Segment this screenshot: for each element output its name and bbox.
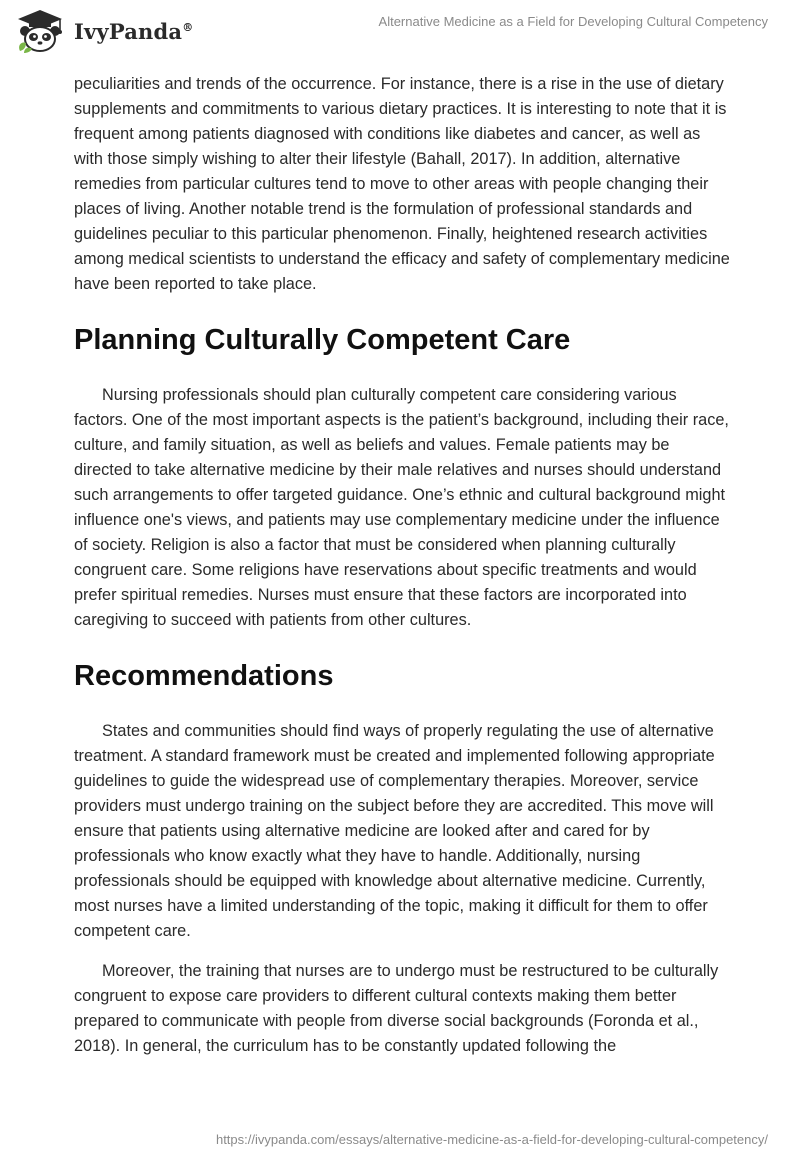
recommendations-paragraph-2: Moreover, the training that nurses are to undergo must be restructured to be culturally congruent to expose care providers to different cultural contexts making them better prepared to communicate with people from diverse social backgrounds (Foronda et al., 2018). In general, the curriculum has to be constantly updated following the xyxy=(74,962,719,1055)
intro-paragraph: peculiarities and trends of the occurrence. For instance, there is a rise in the use of dietary supplements and commitments to various dietary practices. It is interesting to note that it is frequent among patients diagnosed with conditions like diabetes and cancer, as well as with those simply wishing to alter their lifestyle (Bahall, 2017). In addition, alternative remedies from particular cultures tend to move to other areas with people changing their places of living. Another notable trend is the formulation of professional standards and guidelines peculiar to this particular phenomenon. Finally, heightened research activities among medical scientists to understand the efficacy and safety of complementary medicine have been reported to take place. xyxy=(74,75,730,293)
recommendations-paragraph-1: States and communities should find ways of properly regulating the use of alternative treatment. A standard framework must be created and implemented following appropriate guidelines to guide the widespread use of complementary therapies. Moreover, service providers must undergo training on the subject before they are accredited. This move will ensure that patients using alternative medicine are looked after and cared for by professionals who know exactly what they have to handle. Additionally, nursing professionals should be equipped with knowledge about alternative medicine. Currently, most nurses have a limited understanding of the topic, making it difficult for them to offer competent care. xyxy=(74,722,715,940)
page-header xyxy=(0,0,800,70)
essay-body xyxy=(74,72,730,1059)
planning-paragraph: Nursing professionals should plan culturally competent care considering various factors. One of the most important aspects is the patient’s background, including their race, culture, and family situation, as well as beliefs and values. Female patients may be directed to take alternative medicine by their male relatives and nurses should understand such arrangements to offer targeted guidance. One’s ethnic and cultural background might influence one's views, and patients may use complementary medicine under the influence of society. Religion is also a factor that must be considered when planning culturally congruent care. Some religions have reservations about specific treatments and would prefer spiritual remedies. Nurses must ensure that these factors are incorporated into caregiving to succeed with patients from other cultures. xyxy=(74,386,729,629)
section-heading-recommendations: Recommendations xyxy=(74,660,334,692)
section-heading-planning: Planning Culturally Competent Care xyxy=(74,324,571,356)
source-url-link[interactable]: https://ivypanda.com/essays/alternative-medicine-as-a-field-for-developing-cultural-competency/ xyxy=(215,1132,768,1147)
ivypanda-logo[interactable] xyxy=(14,6,193,56)
logo-text: IvyPanda xyxy=(74,18,183,44)
panda-graduate-icon xyxy=(14,7,66,55)
logo-wordmark xyxy=(74,19,193,44)
document-title: Alternative Medicine as a Field for Developing Cultural Competency xyxy=(378,14,768,29)
registered-mark: ® xyxy=(182,20,194,34)
paragraph-spacer xyxy=(74,944,730,959)
